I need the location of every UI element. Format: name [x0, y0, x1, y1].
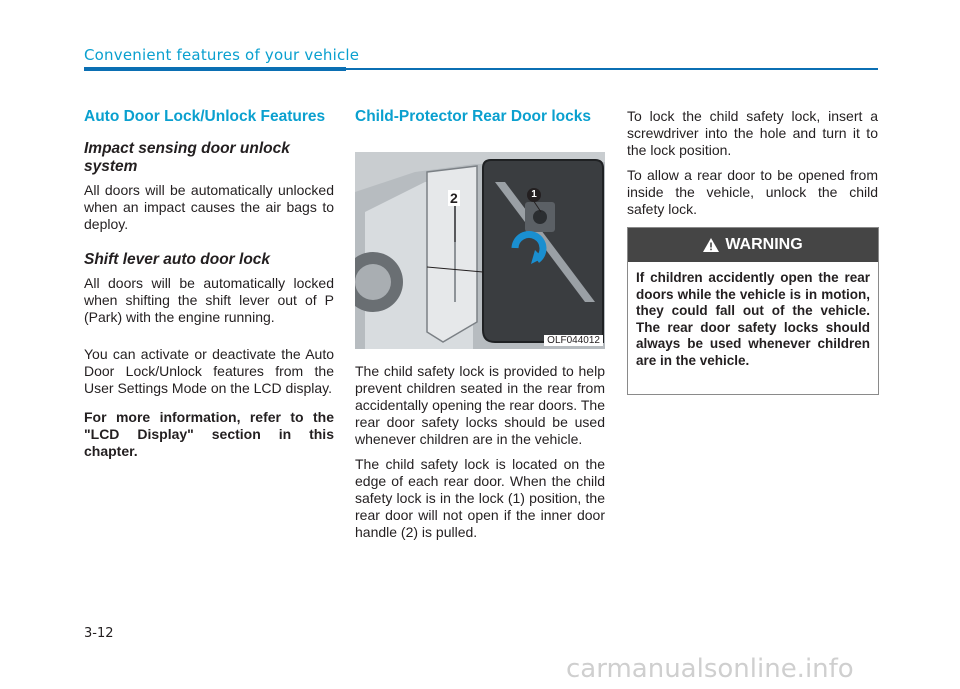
paragraph-impact-unlock: All doors will be automatically unlocked when an impact causes the air bags to deploy. — [84, 182, 334, 232]
paragraph-child-lock-location: The child safety lock is located on the edge of each rear door. When the child safety lock is in the lock (1) position, the rear door will not open if the inner door handle (2) is pulled. — [355, 456, 605, 540]
paragraph-unlock-instructions: To allow a rear door to be opened from inside the vehicle, unlock the child safety lock. — [627, 167, 878, 217]
header-rule — [346, 68, 878, 70]
column-middle — [355, 108, 605, 553]
figure-code: OLF044012 — [544, 335, 603, 346]
warning-box — [627, 227, 879, 395]
paragraph-more-info: For more information, refer to the "LCD Display" section in this chapter. — [84, 409, 334, 459]
callout-2-label: 2 — [450, 190, 458, 206]
callout-1-label: 1 — [527, 188, 541, 202]
page-number: 3-12 — [84, 626, 114, 641]
column-left — [84, 108, 334, 472]
paragraph-user-settings: You can activate or deactivate the Auto Door Lock/Unlock features from the User Settings Mode on the LCD display. — [84, 346, 334, 396]
section-title: Convenient features of your vehicle — [84, 46, 360, 64]
paragraph-child-lock-purpose: The child safety lock is provided to help prevent children seated in the rear from accidentally opening the rear doors. The rear door safety locks should be used whenever children are in the vehicle. — [355, 363, 605, 447]
warning-title: WARNING — [725, 236, 803, 253]
watermark: carmanualsonline.info — [566, 654, 854, 684]
paragraph-shift-lock: All doors will be automatically locked when shifting the shift lever out of P (Park) with the engine running. — [84, 275, 334, 325]
subheading-shift-lock: Shift lever auto door lock — [84, 251, 271, 268]
child-lock-illustration — [355, 152, 605, 349]
warning-text: If children accidently open the rear doors while the vehicle is in motion, they could fall out of the vehicle. The rear door safety locks should always be used whenever children are in the vehicle. — [636, 270, 870, 368]
column-right — [627, 108, 878, 230]
heading-child-protector: Child-Protector Rear Door locks — [355, 108, 591, 125]
paragraph-lock-instructions: To lock the child safety lock, insert a screwdriver into the hole and turn it to the lock position. — [627, 108, 878, 158]
warning-triangle-icon — [703, 238, 719, 252]
heading-auto-door-lock: Auto Door Lock/Unlock Features — [84, 108, 326, 125]
door-illustration — [355, 152, 605, 349]
header-rule-accent — [84, 67, 346, 71]
warning-header — [628, 228, 878, 262]
subheading-impact-unlock: Impact sensing door unlock system — [84, 140, 290, 175]
